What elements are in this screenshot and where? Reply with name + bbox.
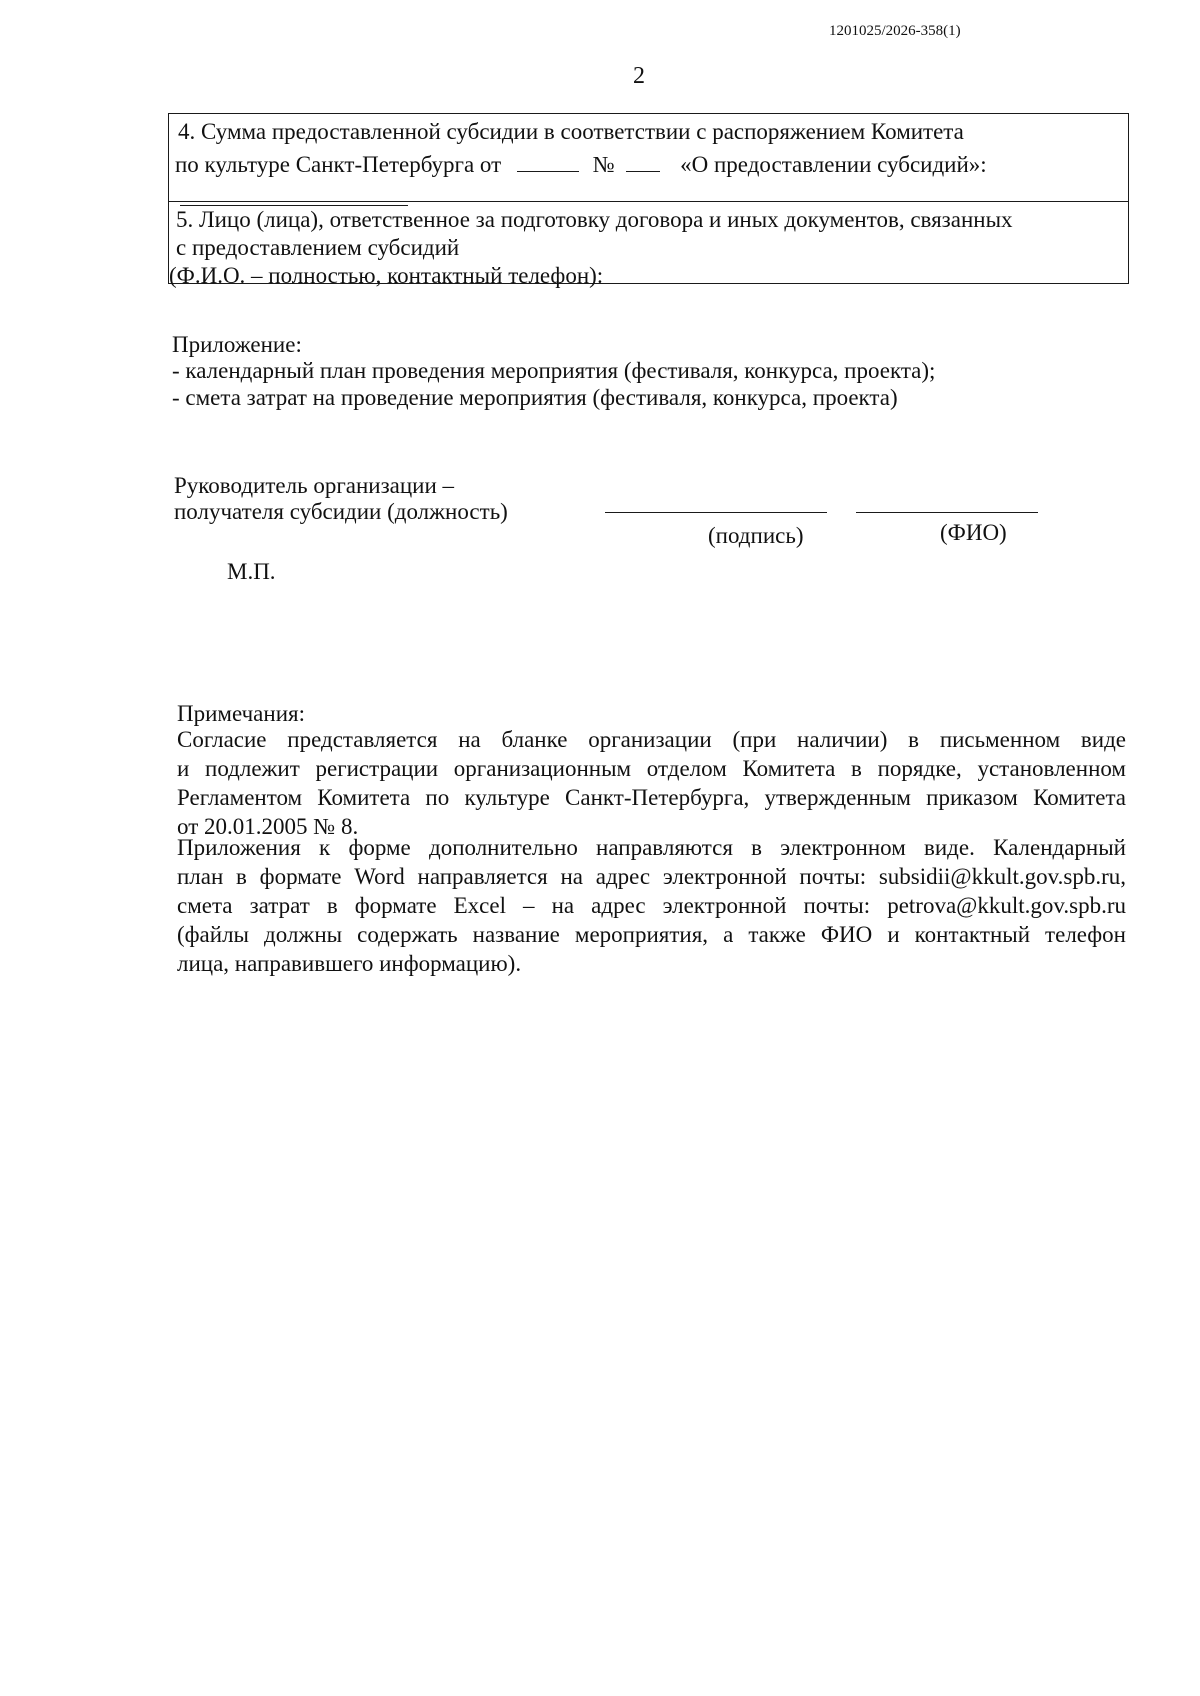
- appendix-item-calendar-plan: - календарный план проведения мероприятия (фестиваля, конкурса, проекта);: [172, 358, 936, 383]
- notes-p1-line: Согласие представляется на бланке организации (при наличии) в письменном виде: [177, 727, 1126, 752]
- notes-p2-line: (файлы должны содержать название мероприятия, а также ФИО и контактный телефон: [177, 922, 1126, 947]
- order-title: «О предоставлении субсидий»:: [680, 152, 987, 177]
- appendix-item-cost-estimate: - смета затрат на проведение мероприятия (фестиваля, конкурса, проекта): [172, 385, 898, 410]
- table-row-4-line-1: 4. Сумма предоставленной субсидии в соответствии с распоряжением Комитета: [178, 119, 964, 144]
- notes-paragraph-2: [177, 833, 1126, 978]
- order-number-sign: №: [592, 152, 615, 177]
- appendix-title: Приложение:: [172, 332, 302, 357]
- notes-title: Примечания:: [177, 701, 305, 726]
- order-date-blank: [517, 149, 579, 172]
- notes-p1-line: Регламентом Комитета по культуре Санкт-Петербурга, утвержденным приказом Комитета: [177, 785, 1126, 810]
- notes-p2-line: лица, направившего информацию).: [177, 951, 522, 976]
- signature-caption: (подпись): [708, 523, 804, 548]
- table-row-divider: [169, 201, 1128, 202]
- notes-p2-line: план в формате Word направляется на адрес электронной почты: subsidii@kkult.gov.spb.ru,: [177, 864, 1126, 889]
- notes-p2-line: Приложения к форме дополнительно направляются в электронном виде. Календарный: [177, 835, 1126, 860]
- notes-p2-line: смета затрат в формате Excel – на адрес электронной почты: petrova@kkult.gov.spb.ru: [177, 893, 1126, 918]
- document-id: 1201025/2026-358(1): [829, 23, 961, 39]
- page-number: 2: [633, 63, 645, 89]
- table-row-5-line-1: 5. Лицо (лица), ответственное за подготовку договора и иных документов, связанных: [176, 207, 1013, 232]
- notes-p1-line: и подлежит регистрации организационным отделом Комитета в порядке, установленном: [177, 756, 1126, 781]
- signature-line: [605, 512, 827, 513]
- signatory-title-line-1: Руководитель организации –: [174, 473, 455, 498]
- order-number-blank: [626, 149, 660, 172]
- notes-p1-line: от 20.01.2005 № 8.: [177, 814, 359, 839]
- table-row-5-line-2: с предоставлением субсидий: [176, 235, 460, 260]
- table-row-4-line-2: [175, 149, 987, 179]
- notes-paragraph-1: [177, 725, 1126, 841]
- name-line: [856, 512, 1038, 513]
- stamp-placeholder: М.П.: [227, 559, 276, 584]
- table-row-5-line-3: (Ф.И.О. – полностью, контактный телефон):: [169, 263, 604, 288]
- signatory-title-line-2: получателя субсидии (должность): [174, 499, 508, 524]
- name-caption: (ФИО): [940, 520, 1007, 545]
- order-date-label: по культуре Санкт-Петербурга от: [175, 152, 502, 177]
